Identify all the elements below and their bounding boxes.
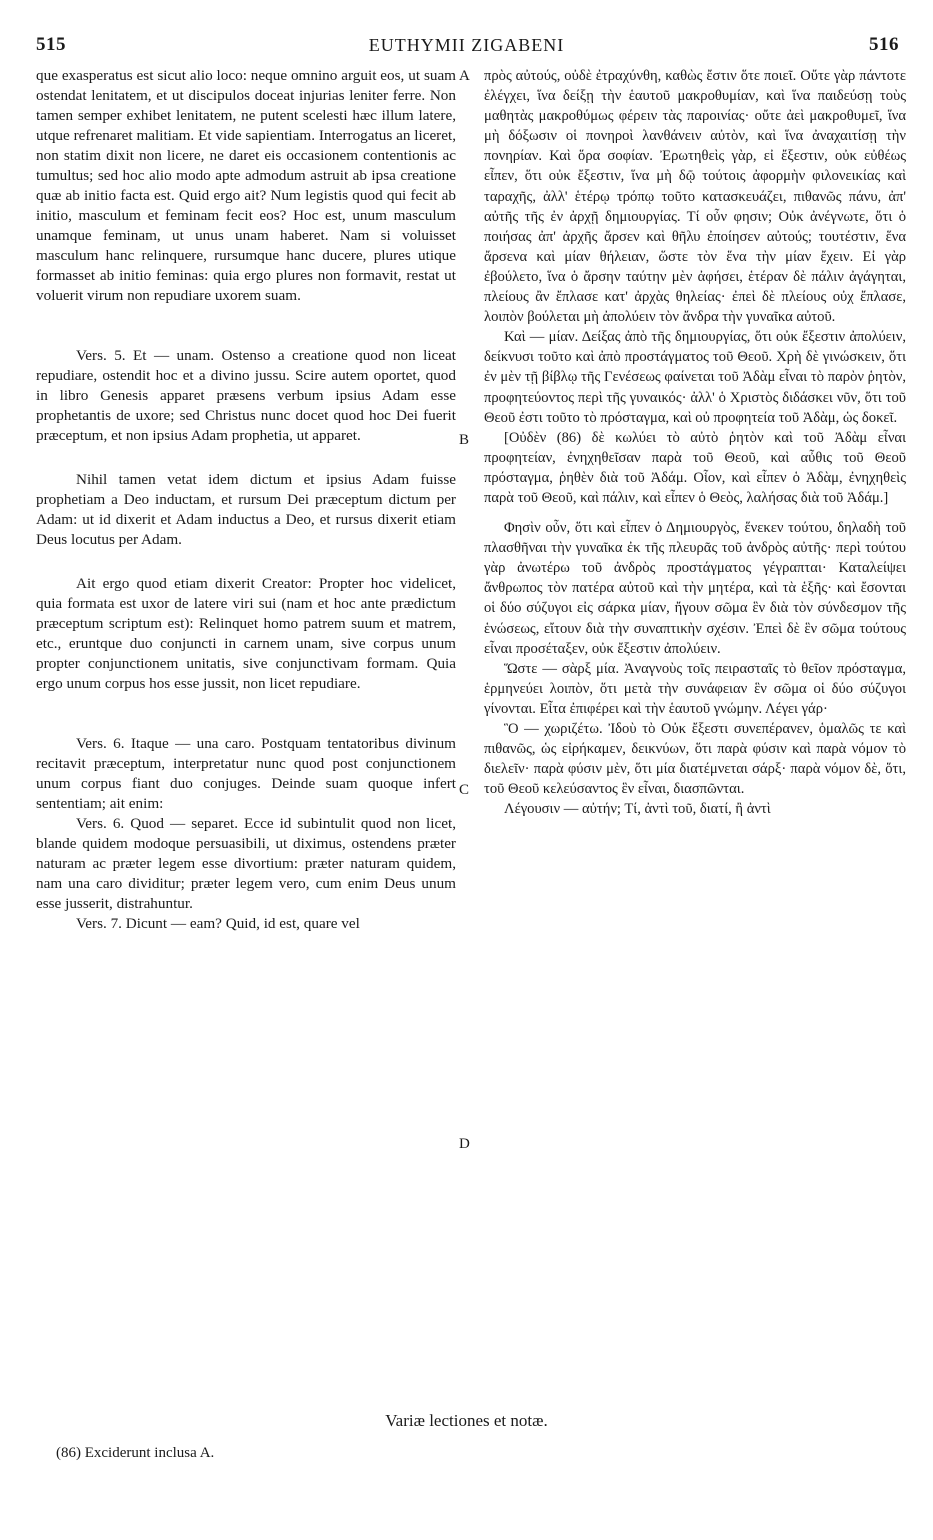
greek-column (484, 66, 906, 1396)
page-number-right: 516 (869, 34, 899, 55)
page-header (28, 34, 905, 60)
latin-column (36, 66, 456, 1396)
greek-paragraph: Καὶ — μίαν. Δείξας ἀπὸ τῆς δημιουργίας, ὅτι οὐκ ἔξεστιν ἀπολύειν, δείκνυσι τοῦτο καὶ ἀπὸ προστάγματος τοῦ Θεοῦ. Χρὴ δὲ γινώσκειν, ὅτι ἐν μὲν τῇ βίβλῳ τῆς Γενέσεως φαίνεται τοῦ Ἀδὰμ εἶναι τὸ παρὸν ῥητὸν, προφητεύοντος περὶ τῆς γυναικός· ἀλλ' ὁ Χριστὸς διδάσκει νῦν, ὅτι τοῦ Θεοῦ ἐστι τοῦτο τὸ πρόσταγμα, καὶ οὐ προφητεία τοῦ Ἀδὰμ, ὡς δοκεῖ. (484, 329, 906, 426)
notes-section-title: Variæ lectiones et notæ. (385, 1411, 548, 1430)
margin-letter-c: C (459, 782, 470, 798)
margin-letter-d: D (459, 1136, 470, 1152)
greek-paragraph: Ὃ — χωριζέτω. Ἰδοὺ τὸ Οὐκ ἔξεστι συνεπέρανεν, ὁμαλῶς τε καὶ πιθανῶς, ὡς εἰρήκαμεν, δεικνύων, ὅτι παρὰ φύσιν καὶ παρὰ νόμον τὸ διελεῖν· παρὰ φύσιν μὲν, ὅτι μία διατέμνεται σάρξ· παρὰ νόμον δὲ, ὅτι, τοῦ Θεοῦ κελεύσαντος ἓν εἶναι, διασπῶνται. (484, 721, 906, 798)
latin-paragraph: Vers. 6. Itaque — una caro. Postquam tentatoribus divinum recitavit præceptum, interpretatur nunc quod post conjunctionem unum corpus fiant duo conjuges. Deinde suam quoque infert sententiam; ait enim: (36, 735, 456, 812)
footnote: (86) Exciderunt inclusa A. (56, 1445, 215, 1461)
latin-paragraph: Nihil tamen vetat idem dictum et ipsius Adam fuisse prophetiam a Deo inductam, et rursum Dei præceptum dictum per Adam: ut id dixerit et Adam inductus a Deo, et rursus dixerit etiam Deus locutus per Adam. (36, 471, 456, 548)
margin-letter-a: A (459, 68, 470, 84)
latin-paragraph: Vers. 5. Et — unam. Ostenso a creatione quod non liceat repudiare, ostendit hoc et a divino jussu. Scire autem oportet, quod in libro Genesis apparet præsens verbum ipsius Adam esse prophetantis de uxore; sed Christus nunc docet quod hoc Dei fuerit præceptum, et non ipsius Adam prophetia, ut apparet. (36, 347, 456, 444)
greek-paragraph: [Οὐδὲν (86) δὲ κωλύει τὸ αὐτὸ ῥητὸν καὶ τοῦ Ἀδὰμ εἶναι προφητείαν, ἐνηχηθεῖσαν παρὰ τοῦ Θεοῦ, καὶ αὖθις τοῦ Θεοῦ πρόσταγμα, ῥηθὲν διὰ τοῦ Ἀδάμ. Οἷον, καὶ εἶπεν ὁ Ἀδὰμ, ἐνηχηθεὶς παρὰ τοῦ Θεοῦ, καὶ πάλιν, καὶ εἶπεν ὁ Θεὸς, λαλήσας διὰ τοῦ Ἀδάμ.] (484, 429, 906, 506)
greek-paragraph: Ὥστε — σὰρξ μία. Ἀναγνοὺς τοῖς πειρασταῖς τὸ θεῖον πρόσταγμα, ἑρμηνεύει λοιπὸν, ὅτι μετὰ τὴν συνάφειαν ἓν σῶμα οἱ δύο σύζυγοι γίνονται. Εἶτα ἐπιφέρει καὶ τὴν ἑαυτοῦ γνώμην. Λέγει γάρ· (484, 660, 906, 717)
latin-paragraph: Ait ergo quod etiam dixerit Creator: Propter hoc videlicet, quia formata est uxor de latere viri sui (nam et hoc ante prædictum præceptum scriptum est): Relinquet homo patrem suum et matrem, etc., eruntque duo conjuncti in carnem unam, sive corpus unum propter conjunctionem unitatis, sive conjunctivam formam. Quia ergo unum corpus hos esse jussit, non licet repudiare. (36, 575, 456, 692)
margin-letter-b: B (459, 432, 470, 448)
greek-paragraph: Φησὶν οὖν, ὅτι καὶ εἶπεν ὁ Δημιουργὸς, ἕνεκεν τούτου, δηλαδὴ τοῦ πλασθῆναι τὴν γυναῖκα ἐκ τῆς πλευρᾶς τοῦ ἀνδρὸς αὐτῆς· περὶ τούτου γὰρ ἀνωτέρω τοῦ ἀνδρὸς προστάγματος γέγραπται· Καταλείψει ἄνθρωπος τὸν πατέρα αὐτοῦ καὶ τὴν μητέρα, καὶ τὰ ἑξῆς· καὶ ἔσονται οἱ δύο σύζυγοι εἰς σάρκα μίαν, ἤγουν σῶμα ἓν διὰ τὸν σύνδεσμον τῆς ἑνώσεως, εἴτουν διὰ τὴν συναπτικὴν σχέσιν. Ἐπεὶ δὲ ἓν σῶμα τούτους εἶναι προσέταξεν, οὐκ ἔξεστιν ἀπολύειν. (484, 520, 906, 657)
latin-paragraph: que exasperatus est sicut alio loco: neque omnino arguit eos, ut suam ostendat lenitatem, et ut discipulos doceat injurias leniter ferre. Non tamen semper exhibet lenitatem, ne putent scelesti hæc illum latere, utque refrenaret malitiam. Et vide sapientiam. Interrogatus an liceret, non statim dixit non licere, ne daret eis occasionem contentionis ac tumultus; sed hoc alio modo apte admodum astruit ab ipsa creatione quæ ab initio facta est. Quid ergo ait? Num legistis quod qui fecit ab initio, masculum et feminam fecit eos? Hoc est, unum masculum unamque feminam, ut unus unam haberet. Nam si voluisset masculum hanc relinquere, rursumque hanc ducere, plures utique formasset ab initio feminas: quia ergo plures non formavit, restat ut voluerit virum non repudiare uxorem suam. (36, 67, 456, 304)
latin-paragraph: Vers. 7. Dicunt — eam? Quid, id est, quare vel (76, 915, 360, 932)
running-title: EUTHYMII ZIGABENI (368, 35, 565, 55)
page-number-left: 515 (36, 34, 66, 55)
greek-paragraph: πρὸς αὐτούς, οὐδὲ ἐτραχύνθη, καθὼς ἔστιν ὅτε ποιεῖ. Οὔτε γὰρ πάντοτε ἐλέγχει, ἵνα δείξῃ τὴν ἑαυτοῦ μακροθυμίαν, καὶ ἵνα παιδεύσῃ τοὺς μαθητὰς μακροθύμως φέρειν τὰς παροινίας· οὔτε ἀεὶ μακροθυμεῖ, ἵνα μὴ δόξωσιν οἱ πονηροὶ λανθάνειν αὐτὸν, καὶ ἵνα ἀναχαιτίσῃ τὴν πονηρίαν. Καὶ ὅρα σοφίαν. Ἐρωτηθεὶς γὰρ, εἰ ἔξεστιν, οὐκ εὐθέως εἶπεν, ὅτι οὐκ ἔξεστιν, ἵνα μὴ δῷ τούτοις ἀφορμὴν φιλονεικίας καὶ ταραχῆς, ἀλλ' ἑτέρῳ τρόπῳ τοῦτο κατασκευάζει, πιθανῶς πάνυ, ἀπ' αὐτῆς τῆς ἐν ἀρχῇ δημιουργίας. Τί οὖν φησιν; Οὐκ ἀνέγνωτε, ὅτι ὁ ποιήσας ἀπ' ἀρχῆς ἄρσεν καὶ θῆλυ ἐποίησεν αὐτούς; τουτέστιν, ἕνα ἄρσενα καὶ μίαν θήλειαν, ὥστε τὸν ἕνα τὴν μίαν ἔχειν. Εἰ γὰρ ἐβούλετο, ἵνα ὁ ἄρσην ταύτην μὲν ἀφήσει, ἑτέραν δὲ πάλιν ἀγάγηται, πλείους ἂν ἔπλασε κατ' ἀρχὰς θηλείας· ἐπεὶ δὲ πλείους οὐχ ἔπλασε, λοιπὸν βούλεται μὴ ἀπολύειν τὸν ἄνδρα τὴν γυναῖκα αὐτοῦ. (484, 68, 906, 326)
greek-paragraph: Λέγουσιν — αὐτήν; Τί, ἀντὶ τοῦ, διατί, ἢ ἀντὶ (504, 801, 771, 818)
latin-paragraph: Vers. 6. Quod — separet. Ecce id subintulit quod non licet, blande quidem modoque persuasibili, ut diximus, ostendens præter naturam ac præter legem esse divortium: præter naturam quidem, nam una caro dividitur; præter legem vero, cum enim Deus unum esse jusserit, distrahuntur. (36, 815, 456, 912)
